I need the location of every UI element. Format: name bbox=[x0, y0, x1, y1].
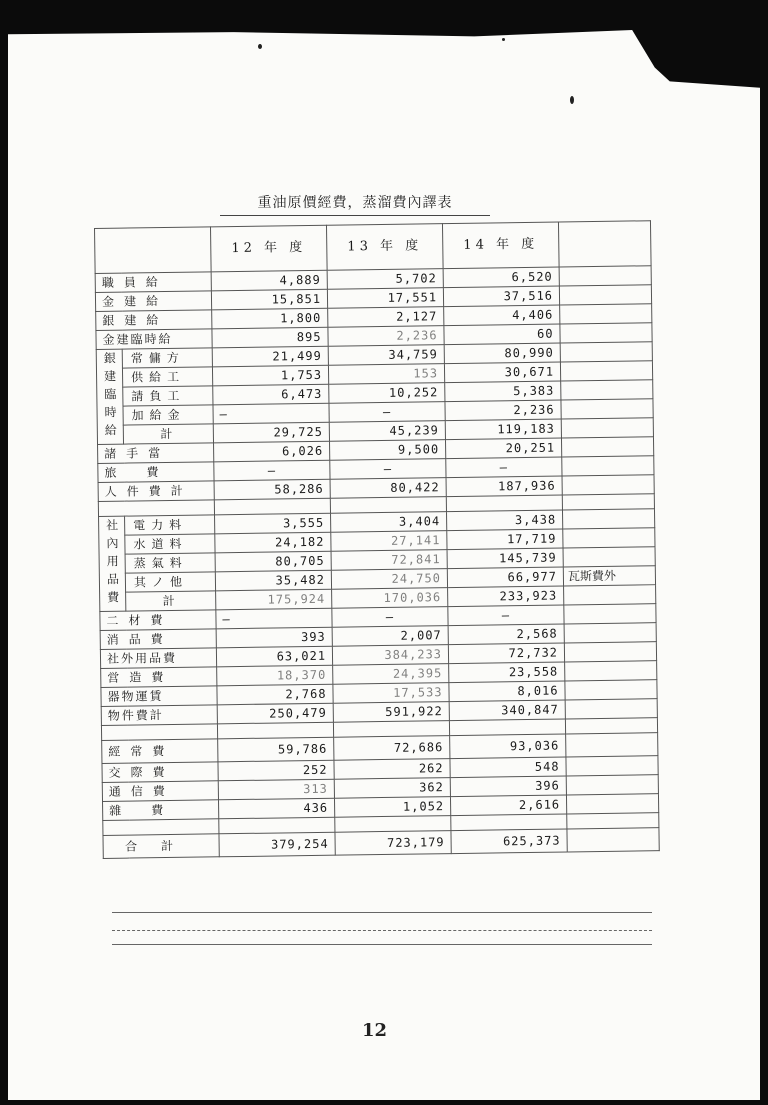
row-label: 職員給 bbox=[95, 272, 211, 293]
row-label: 金建臨時給 bbox=[96, 329, 212, 350]
cell-12: 24,182 bbox=[215, 532, 331, 553]
cell-14: 5,383 bbox=[445, 381, 561, 402]
row-label: 社外用品費 bbox=[100, 648, 216, 669]
cell-note bbox=[562, 456, 654, 476]
cell-12: 21,499 bbox=[212, 346, 328, 367]
cell-14: 548 bbox=[450, 757, 566, 778]
cell-14: 119,183 bbox=[445, 419, 561, 440]
cell-13: 170,036 bbox=[332, 588, 448, 609]
cell-note bbox=[562, 475, 654, 495]
row-label: 計 bbox=[123, 424, 213, 444]
footer-rule bbox=[112, 944, 652, 945]
row-label: 請負工 bbox=[123, 386, 213, 406]
cell-13: 2,127 bbox=[328, 307, 444, 328]
cell-12: 15,851 bbox=[211, 289, 327, 310]
cell-note bbox=[567, 828, 659, 852]
cell-13: 2,236 bbox=[328, 326, 444, 347]
cell-14: 2,616 bbox=[450, 795, 566, 816]
cell-12: — bbox=[214, 460, 330, 481]
cell-12: 35,482 bbox=[215, 570, 331, 591]
note-gas: 瓦斯費外 bbox=[563, 566, 655, 586]
row-label: 通信費 bbox=[102, 781, 218, 802]
cell-12: 6,026 bbox=[214, 441, 330, 462]
row-label: 金建給 bbox=[95, 291, 211, 312]
cell-14: 93,036 bbox=[450, 734, 566, 759]
expense-table bbox=[94, 220, 660, 859]
cell-13: 17,551 bbox=[327, 288, 443, 309]
cell-note bbox=[562, 509, 654, 529]
cell-12: 6,473 bbox=[213, 384, 329, 405]
cell-12: 18,370 bbox=[217, 665, 333, 686]
cell-13: — bbox=[332, 607, 448, 628]
cell-14: 80,990 bbox=[444, 343, 560, 364]
cell-12: 29,725 bbox=[213, 422, 329, 443]
cell-14: 3,438 bbox=[446, 510, 562, 531]
row-label: 供給工 bbox=[122, 367, 212, 387]
cell-13: 24,395 bbox=[333, 664, 449, 685]
cell-13: 153 bbox=[328, 364, 444, 385]
cell-13: — bbox=[330, 459, 446, 480]
cell-12: 1,753 bbox=[212, 365, 328, 386]
cell-12: 379,254 bbox=[219, 832, 335, 857]
cell-13: 80,422 bbox=[330, 478, 446, 499]
header-blank bbox=[95, 227, 212, 274]
cell-12: 250,479 bbox=[217, 703, 333, 724]
footer-rule bbox=[112, 930, 652, 931]
header-year-14: 14 年 度 bbox=[442, 222, 559, 269]
cell-note bbox=[564, 642, 656, 662]
cell-13: 45,239 bbox=[329, 421, 445, 442]
cell-14: 187,936 bbox=[446, 476, 562, 497]
cell-14: 37,516 bbox=[443, 286, 559, 307]
cell-note bbox=[563, 528, 655, 548]
cell-13: 72,841 bbox=[331, 550, 447, 571]
cell-12: 436 bbox=[218, 798, 334, 819]
cell-note bbox=[564, 623, 656, 643]
cell-note bbox=[561, 437, 653, 457]
header-note bbox=[558, 221, 651, 267]
cell-12: 80,705 bbox=[215, 551, 331, 572]
cell-note bbox=[560, 323, 652, 343]
cell-12: 4,889 bbox=[211, 270, 327, 291]
row-label: 合計 bbox=[103, 834, 219, 859]
cell-14: 2,568 bbox=[448, 624, 564, 645]
header-year-13: 13 年 度 bbox=[326, 224, 443, 271]
group-label-gin-ken-rinji: 銀建臨時給 bbox=[96, 349, 123, 444]
table-title: 重油原價經費，蒸溜費內譯表 bbox=[220, 192, 490, 216]
row-label: 電力料 bbox=[125, 515, 215, 535]
cell-note bbox=[566, 794, 658, 814]
cell-12: 63,021 bbox=[216, 646, 332, 667]
cell-12: 895 bbox=[212, 327, 328, 348]
ink-speck bbox=[502, 38, 505, 41]
cell-14: 30,671 bbox=[444, 362, 560, 383]
header-row bbox=[95, 221, 652, 274]
cell-note bbox=[559, 285, 651, 305]
row-label: 水道料 bbox=[125, 534, 215, 554]
cell-13: 591,922 bbox=[333, 702, 449, 723]
row-label: 計 bbox=[126, 591, 216, 611]
cell-14: 145,739 bbox=[447, 548, 563, 569]
cell-note bbox=[566, 733, 658, 757]
cell-12: 313 bbox=[218, 779, 334, 800]
cell-12: — bbox=[213, 403, 329, 424]
cell-note bbox=[564, 585, 656, 605]
cell-13: 72,686 bbox=[334, 736, 450, 761]
row-label: 交際費 bbox=[102, 762, 218, 783]
cell-12: 58,286 bbox=[214, 479, 330, 500]
cell-12: 393 bbox=[216, 627, 332, 648]
cell-note bbox=[560, 304, 652, 324]
row-label: 営造費 bbox=[101, 667, 217, 688]
cell-12: 59,786 bbox=[218, 737, 334, 762]
cell-14: 2,236 bbox=[445, 400, 561, 421]
cell-13: — bbox=[329, 402, 445, 423]
cell-13: 27,141 bbox=[331, 531, 447, 552]
row-label: 旅費 bbox=[98, 462, 214, 483]
cell-note bbox=[560, 361, 652, 381]
cell-note bbox=[560, 342, 652, 362]
row-label: 經常費 bbox=[102, 739, 218, 764]
cell-13: 384,233 bbox=[332, 645, 448, 666]
cell-12: 3,555 bbox=[215, 513, 331, 534]
cell-14: — bbox=[448, 605, 564, 626]
cell-note bbox=[561, 380, 653, 400]
row-label: 蒸氣料 bbox=[125, 553, 215, 573]
page-number: 12 bbox=[362, 1020, 388, 1041]
cell-14: — bbox=[446, 457, 562, 478]
cell-14: 20,251 bbox=[445, 438, 561, 459]
ink-speck bbox=[258, 44, 262, 49]
row-label: 人件費計 bbox=[98, 481, 214, 502]
row-label: 諸手當 bbox=[98, 443, 214, 464]
cell-note bbox=[561, 399, 653, 419]
cell-13: 262 bbox=[334, 759, 450, 780]
cell-note bbox=[566, 775, 658, 795]
cell-note bbox=[565, 661, 657, 681]
cell-note bbox=[564, 604, 656, 624]
cell-14: 4,406 bbox=[444, 305, 560, 326]
footer-rule bbox=[112, 912, 652, 913]
row-label: 其ノ他 bbox=[125, 572, 215, 592]
cell-13: 24,750 bbox=[331, 569, 447, 590]
cell-12: 2,768 bbox=[217, 684, 333, 705]
cell-14: 23,558 bbox=[449, 662, 565, 683]
row-label: 器物運賃 bbox=[101, 686, 217, 707]
cell-12: 252 bbox=[218, 760, 334, 781]
cell-13: 5,702 bbox=[327, 269, 443, 290]
cell-12: 1,800 bbox=[212, 308, 328, 329]
cell-14: 625,373 bbox=[451, 829, 567, 854]
cell-13: 17,533 bbox=[333, 683, 449, 704]
cell-13: 1,052 bbox=[334, 797, 450, 818]
cell-13: 10,252 bbox=[329, 383, 445, 404]
row-label: 常傭方 bbox=[122, 348, 212, 368]
row-label: 雜費 bbox=[103, 800, 219, 821]
cell-14: 396 bbox=[450, 776, 566, 797]
cell-13: 362 bbox=[334, 778, 450, 799]
cell-13: 3,404 bbox=[331, 512, 447, 533]
cell-note bbox=[565, 699, 657, 719]
cell-14: 72,732 bbox=[448, 643, 564, 664]
cell-note bbox=[563, 547, 655, 567]
cell-14: 60 bbox=[444, 324, 560, 345]
cell-note bbox=[559, 266, 651, 286]
row-label: 銀建給 bbox=[96, 310, 212, 331]
cell-12: — bbox=[216, 608, 332, 629]
cell-14: 340,847 bbox=[449, 700, 565, 721]
cell-note bbox=[566, 756, 658, 776]
cell-13: 723,179 bbox=[335, 831, 451, 856]
row-label: 物件費計 bbox=[101, 705, 217, 726]
cell-12: 175,924 bbox=[216, 589, 332, 610]
cell-note bbox=[565, 680, 657, 700]
group-label-shanai: 社內用品費 bbox=[99, 516, 126, 611]
cell-13: 34,759 bbox=[328, 345, 444, 366]
cell-13: 9,500 bbox=[330, 440, 446, 461]
header-year-12: 12 年 度 bbox=[210, 225, 327, 272]
cell-13: 2,007 bbox=[332, 626, 448, 647]
cell-14: 66,977 bbox=[447, 567, 563, 588]
row-label: 加給金 bbox=[123, 405, 213, 425]
cell-14: 17,719 bbox=[447, 529, 563, 550]
cell-note bbox=[561, 418, 653, 438]
cell-14: 233,923 bbox=[448, 586, 564, 607]
cell-14: 6,520 bbox=[443, 267, 559, 288]
row-label: 消品費 bbox=[100, 629, 216, 650]
ink-speck bbox=[570, 96, 574, 104]
cell-14: 8,016 bbox=[449, 681, 565, 702]
row-label: 二材費 bbox=[100, 610, 216, 631]
